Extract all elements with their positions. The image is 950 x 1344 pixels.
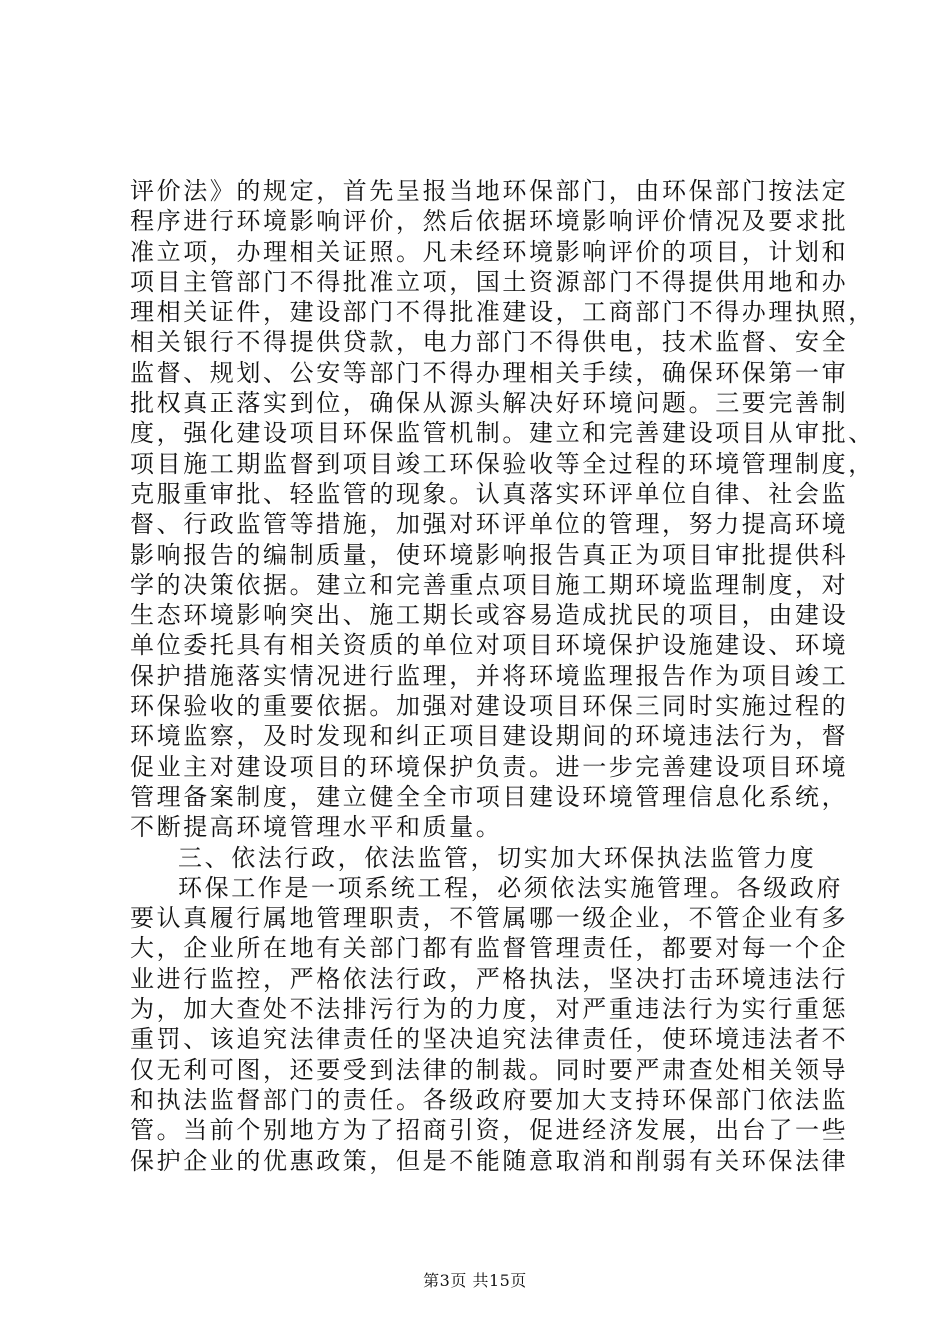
text-line: 项目施工期监督到项目竣工环保验收等全过程的环境管理制度， — [130, 449, 875, 478]
text-line: 程序进行环境影响评价，然后依据环境影响评价情况及要求批 — [130, 207, 849, 236]
text-line: 准立项，办理相关证照。凡未经环境影响评价的项目，计划和 — [130, 237, 849, 266]
text-line: 理相关证件，建设部门不得批准建设，工商部门不得办理执照， — [130, 298, 875, 327]
page-footer — [0, 1268, 950, 1291]
text-line: 环保工作是一项系统工程，必须依法实施管理。各级政府 — [178, 873, 843, 902]
text-line: 保护企业的优惠政策，但是不能随意取消和削弱有关环保法律 — [130, 1146, 849, 1175]
text-line: 监督、规划、公安等部门不得办理相关手续，确保环保第一审 — [130, 358, 849, 387]
text-line: 评价法》的规定，首先呈报当地环保部门，由环保部门按法定 — [130, 177, 849, 205]
text-line: 大，企业所在地有关部门都有监督管理责任，都要对每一个企 — [130, 934, 849, 963]
text-line: 单位委托具有相关资质的单位对项目环境保护设施建设、环境 — [130, 631, 849, 660]
text-line: 重罚、该追究法律责任的坚决追究法律责任，使环境违法者不 — [130, 1025, 849, 1054]
text-line: 项目主管部门不得批准立项，国土资源部门不得提供用地和办 — [130, 267, 849, 296]
text-line: 克服重审批、轻监管的现象。认真落实环评单位自律、社会监 — [130, 479, 849, 508]
text-line: 环境监察，及时发现和纠正项目建设期间的环境违法行为，督 — [130, 722, 849, 751]
text-line: 环保验收的重要依据。加强对建设项目环保三同时实施过程的 — [130, 692, 849, 721]
text-line: 管理备案制度，建立健全全市项目建设环境管理信息化系统， — [130, 782, 849, 811]
text-line: 学的决策依据。建立和完善重点项目施工期环境监理制度，对 — [130, 570, 849, 599]
text-line: 批权真正落实到位，确保从源头解决好环境问题。三要完善制 — [130, 389, 849, 418]
text-line: 不断提高环境管理水平和质量。 — [130, 813, 503, 842]
text-line: 督、行政监管等措施，加强对环评单位的管理，努力提高环境 — [130, 510, 849, 539]
text-line: 保护措施落实情况进行监理，并将环境监理报告作为项目竣工 — [130, 661, 849, 690]
text-line: 业进行监控，严格依法行政，严格执法，坚决打击环境违法行 — [130, 964, 849, 993]
text-line: 影响报告的编制质量，使环境影响报告真正为项目审批提供科 — [130, 540, 849, 569]
text-line: 和执法监督部门的责任。各级政府要加大支持环保部门依法监 — [130, 1085, 849, 1114]
text-line: 为，加大查处不法排污行为的力度，对严重违法行为实行重惩 — [130, 995, 849, 1024]
text-line: 管。当前个别地方为了招商引资，促进经济发展，出台了一些 — [130, 1116, 849, 1145]
document-body — [130, 176, 875, 1176]
page-number-label: 第3页 共15页 — [423, 1271, 527, 1290]
text-line: 度，强化建设项目环保监管机制。建立和完善建设项目从审批、 — [130, 419, 875, 448]
text-line: 仅无利可图，还要受到法律的制裁。同时要严肃查处相关领导 — [130, 1055, 849, 1084]
text-line: 生态环境影响突出、施工期长或容易造成扰民的项目，由建设 — [130, 601, 849, 630]
text-line: 相关银行不得提供贷款，电力部门不得供电，技术监督、安全 — [130, 328, 849, 357]
text-line: 促业主对建设项目的环境保护负责。进一步完善建设项目环境 — [130, 752, 849, 781]
text-line: 要认真履行属地管理职责，不管属哪一级企业，不管企业有多 — [130, 904, 849, 933]
section-heading: 三、依法行政，依法监管，切实加大环保执法监管力度 — [178, 843, 817, 872]
